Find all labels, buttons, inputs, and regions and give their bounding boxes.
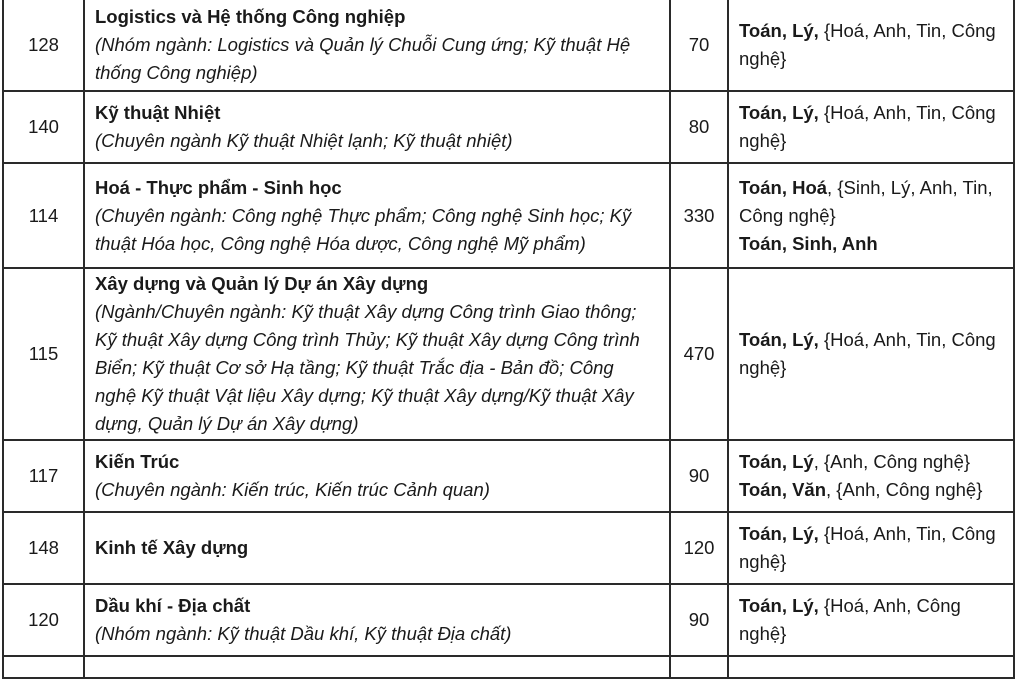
program-title: Hoá - Thực phẩm - Sinh học <box>95 176 342 198</box>
program-code: 114 <box>3 163 84 268</box>
program-code: 148 <box>3 512 84 584</box>
empty-cell <box>3 656 84 678</box>
admission-table <box>2 0 1015 679</box>
program-name-cell <box>84 91 670 163</box>
program-code: 140 <box>3 91 84 163</box>
program-description: (Chuyên ngành Kỹ thuật Nhiệt lạnh; Kỹ thuật nhiệt) <box>95 130 513 151</box>
program-quota: 470 <box>670 268 728 440</box>
program-name-cell <box>84 268 670 440</box>
combo-required: Toán, Lý <box>739 451 814 472</box>
subject-combo-cell <box>728 440 1014 512</box>
program-quota: 330 <box>670 163 728 268</box>
empty-cell <box>84 656 670 678</box>
subject-combo <box>739 592 1005 648</box>
table-row <box>3 163 1014 268</box>
table-row <box>3 584 1014 656</box>
combo-optional: {Hoá, Anh, Công nghệ} <box>739 595 961 644</box>
program-quota: 120 <box>670 512 728 584</box>
program-quota: 80 <box>670 91 728 163</box>
subject-combo-cell <box>728 0 1014 91</box>
subject-combo <box>739 326 1005 382</box>
combo-optional: {Hoá, Anh, Tin, Công nghệ} <box>739 20 996 69</box>
program-code: 115 <box>3 268 84 440</box>
combo-required: Toán, Lý, <box>739 102 819 123</box>
subject-combo <box>739 174 1005 230</box>
combo-required: Toán, Lý, <box>739 595 819 616</box>
subject-combo <box>739 17 1005 73</box>
program-description: (Chuyên ngành: Kiến trúc, Kiến trúc Cảnh quan) <box>95 479 490 500</box>
combo-required: Toán, Hoá <box>739 176 828 198</box>
subject-combo-cell <box>728 584 1014 656</box>
table-row <box>3 91 1014 163</box>
program-quota: 90 <box>670 440 728 512</box>
combo-optional: {Hoá, Anh, Tin, Công nghệ} <box>739 329 996 378</box>
program-quota: 70 <box>670 0 728 91</box>
program-description: (Nhóm ngành: Kỹ thuật Dầu khí, Kỹ thuật Địa chất) <box>95 623 512 644</box>
combo-optional: {Hoá, Anh, Tin, Công nghệ} <box>739 523 996 572</box>
empty-cell <box>728 656 1014 678</box>
combo-required: Toán, Văn <box>739 479 827 500</box>
subject-combo <box>739 476 1005 504</box>
program-code: 128 <box>3 0 84 91</box>
program-description: (Nhóm ngành: Logistics và Quản lý Chuỗi Cung ứng; Kỹ thuật Hệ thống Công nghiệp) <box>95 34 631 83</box>
table-row <box>3 268 1014 440</box>
program-description: (Chuyên ngành: Công nghệ Thực phẩm; Công nghệ Sinh học; Kỹ thuật Hóa học, Công nghệ Hóa dược, Công nghệ Mỹ phẩm) <box>95 204 632 254</box>
subject-combo-cell <box>728 91 1014 163</box>
program-name-cell <box>84 440 670 512</box>
combo-required: Toán, Lý, <box>739 329 819 350</box>
combo-optional: , {Sinh, Lý, Anh, Tin, Công nghệ} <box>739 176 993 226</box>
program-title: Kinh tế Xây dựng <box>95 537 249 558</box>
combo-required: Toán, Sinh, Anh <box>739 232 878 254</box>
program-name-cell <box>84 163 670 268</box>
combo-required: Toán, Lý, <box>739 20 819 41</box>
program-name-cell <box>84 512 670 584</box>
subject-combo <box>739 230 1005 258</box>
program-title: Kỹ thuật Nhiệt <box>95 102 221 123</box>
combo-required: Toán, Lý, <box>739 523 819 544</box>
program-title: Dầu khí - Địa chất <box>95 595 251 616</box>
program-code: 117 <box>3 440 84 512</box>
program-name-cell <box>84 584 670 656</box>
table-row <box>3 512 1014 584</box>
subject-combo <box>739 448 1005 476</box>
program-code: 120 <box>3 584 84 656</box>
program-description: (Ngành/Chuyên ngành: Kỹ thuật Xây dựng Công trình Giao thông; Kỹ thuật Xây dựng Công trình Thủy; Kỹ thuật Xây dựng Công trình Biển; Kỹ thuật Cơ sở Hạ tầng; Kỹ thuật Trắc địa - Bản đồ; Công nghệ Kỹ thuật Vật liệu Xây dựng; Kỹ thuật Xây dựng/Kỹ thuật Xây dựng, Quản lý Dự án Xây dựng) <box>95 301 640 434</box>
program-title: Kiến Trúc <box>95 451 180 472</box>
program-title: Logistics và Hệ thống Công nghiệp <box>95 6 406 27</box>
subject-combo-cell <box>728 268 1014 440</box>
empty-cell <box>670 656 728 678</box>
subject-combo <box>739 99 1005 155</box>
program-name-cell <box>84 0 670 91</box>
subject-combo-cell <box>728 512 1014 584</box>
subject-combo-cell <box>728 163 1014 268</box>
program-quota: 90 <box>670 584 728 656</box>
combo-optional: , {Anh, Công nghệ} <box>813 451 971 472</box>
table-row <box>3 0 1014 91</box>
table-row-partial <box>3 656 1014 678</box>
combo-optional: , {Anh, Công nghệ} <box>826 479 983 500</box>
subject-combo <box>739 520 1005 576</box>
table-row <box>3 440 1014 512</box>
program-title: Xây dựng và Quản lý Dự án Xây dựng <box>95 273 429 294</box>
combo-optional: {Hoá, Anh, Tin, Công nghệ} <box>739 102 996 151</box>
